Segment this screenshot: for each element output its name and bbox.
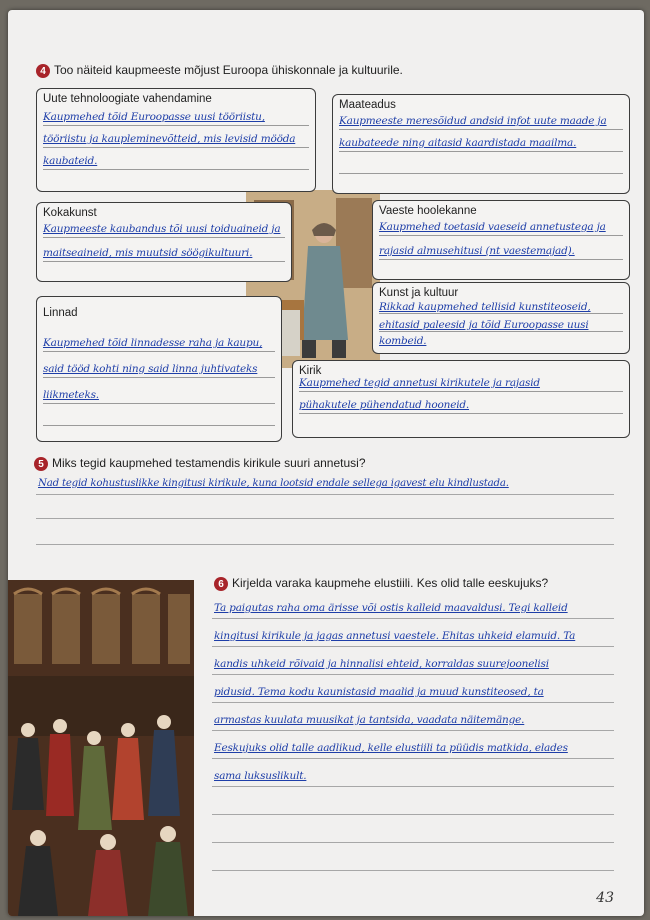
question-6-text: Kirjelda varaka kaupmehe elustiili. Kes olid talle eeskujuks? (232, 576, 549, 590)
box-technology (36, 88, 316, 192)
question-4-number: 4 (36, 64, 50, 78)
question-5-text: Miks tegid kaupmehed testamendis kirikule suuri annetusi? (52, 456, 366, 470)
question-4-text: Too näiteid kaupmeeste mõjust Euroopa ühiskonnale ja kultuurile. (54, 63, 403, 77)
box-art-culture (372, 282, 630, 354)
question-5-number: 5 (34, 457, 48, 471)
box-church (292, 360, 630, 438)
box-poor-relief-answer-line-1: Kaupmehed toetasid vaeseid annetustega ja (379, 221, 606, 233)
question-6-answer-line-1: Ta paigutas raha oma ärisse või ostis kalleid maavaldusi. Tegi kalleid (214, 602, 568, 614)
question-6-answer-line-5: armastas kuulata muusikat ja tantsida, vaadata näitemänge. (214, 714, 525, 726)
box-poor-relief-answer-line-2: rajasid almusehitusi (nt vaestemajad). (379, 245, 575, 257)
question-6-answer-line-3: kandis uhkeid rõivaid ja hinnalisi ehteid, korraldas suurejoonelisi (214, 658, 549, 670)
question-6-number: 6 (214, 577, 228, 591)
box-cooking (36, 202, 292, 282)
box-cooking-answer-line-2: maitseaineid, mis muutsid söögikultuuri. (43, 247, 253, 259)
box-cities-title: Linnad (43, 307, 78, 319)
box-geography-answer-line-1: Kaupmeeste meresõidud andsid infot uute maade ja (339, 115, 607, 127)
box-art-culture-answer-line-2: ehitasid paleesid ja tõid Euroopasse uusi (379, 319, 589, 331)
question-5-answer: Nad tegid kohustuslikke kingitusi kirikule, kuna lootsid endale sellega igavest elu kindlustada. (38, 478, 509, 489)
page-number: 43 (596, 890, 614, 906)
box-poor-relief (372, 200, 630, 280)
box-church-answer-line-2: pühakutele pühendatud hooneid. (299, 399, 470, 411)
box-cities-answer-line-1: Kaupmehed tõid linnadesse raha ja kaupu, (43, 337, 263, 349)
box-technology-answer-line-2: tööriistu ja kaupleminevõtteid, mis levisid mööda (43, 133, 296, 145)
box-church-answer-line-1: Kaupmehed tegid annetusi kirikutele ja rajasid (299, 377, 540, 389)
box-geography (332, 94, 630, 194)
box-art-culture-title: Kunst ja kultuur (379, 287, 459, 299)
box-geography-title: Maateadus (339, 99, 396, 111)
box-geography-answer-line-2: kaubateede ning aitasid kaardistada maailma. (339, 137, 577, 149)
box-technology-title: Uute tehnoloogiate vahendamine (43, 93, 212, 105)
question-6-answer-line-6: Eeskujuks olid talle aadlikud, kelle elustiili ta püüdis matkida, elades (214, 742, 568, 754)
box-art-culture-answer-line-3: kombeid. (379, 335, 427, 347)
workbook-page (8, 10, 644, 916)
box-cities (36, 296, 282, 442)
question-6-answer-line-4: pidusid. Tema kodu kaunistasid maalid ja muud kunstiteosed, ta (214, 686, 544, 698)
box-cities-answer-line-2: said tööd kohti ning said linna juhtivateks (43, 363, 258, 375)
box-cities-answer-line-3: liikmeteks. (43, 389, 99, 401)
merchant-banquet-painting (8, 580, 194, 916)
box-cooking-title: Kokakunst (43, 207, 97, 219)
box-church-title: Kirik (299, 365, 322, 377)
box-poor-relief-title: Vaeste hoolekanne (379, 205, 477, 217)
question-6-answer-line-2: kingitusi kirikule ja jagas annetusi vaestele. Ehitas uhkeid elamuid. Ta (214, 630, 576, 642)
box-cooking-answer-line-1: Kaupmeeste kaubandus tõi uusi toiduaineid ja (43, 223, 281, 235)
question-6-answer-line-7: sama luksuslikult. (214, 770, 307, 782)
box-technology-answer-line-3: kaubateid. (43, 155, 98, 167)
box-art-culture-answer-line-1: Rikkad kaupmehed tellisid kunstiteoseid, (379, 301, 591, 313)
box-technology-answer-line-1: Kaupmehed tõid Euroopasse uusi tööriistu, (43, 111, 265, 123)
